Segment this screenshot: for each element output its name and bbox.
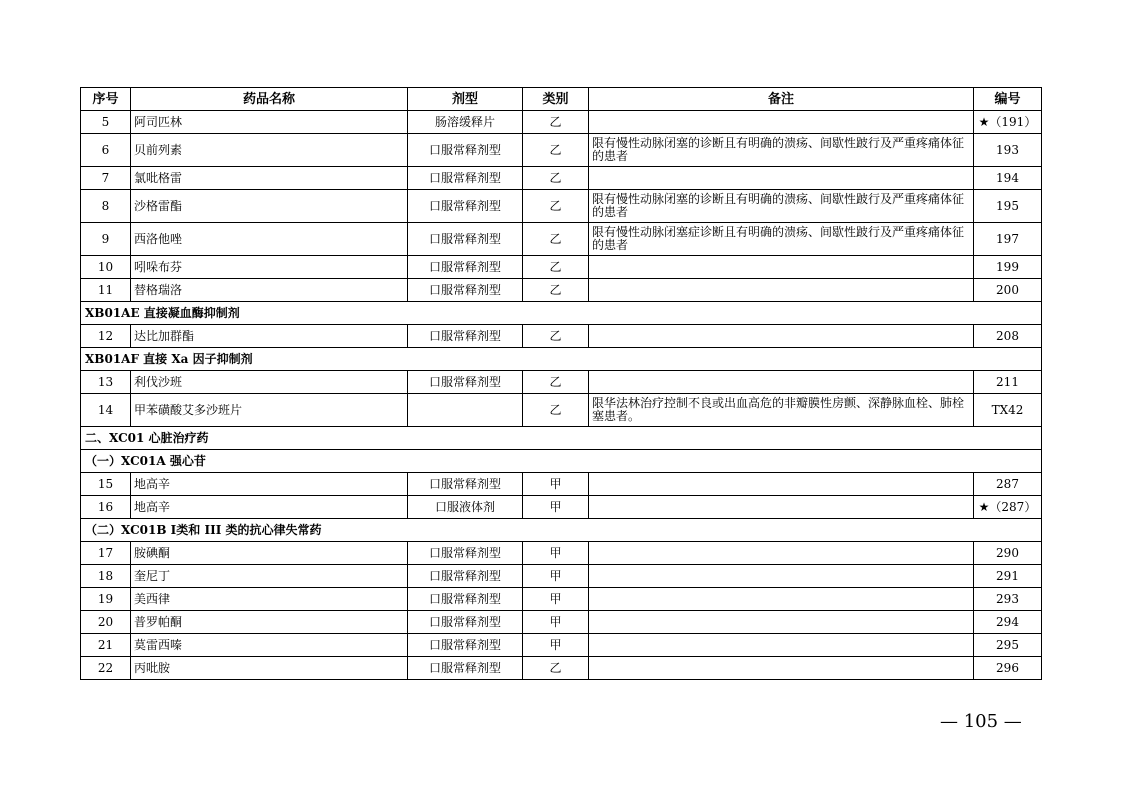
cell-code: 293 bbox=[974, 588, 1042, 611]
cell-category: 乙 bbox=[523, 325, 589, 348]
section-header-row bbox=[81, 519, 1042, 542]
cell-drug-name: 利伐沙班 bbox=[131, 371, 408, 394]
cell-category: 甲 bbox=[523, 542, 589, 565]
cell-remark bbox=[589, 279, 974, 302]
cell-remark: 限有慢性动脉闭塞的诊断且有明确的溃疡、间歇性跛行及严重疼痛体征的患者 bbox=[589, 134, 974, 167]
cell-remark bbox=[589, 611, 974, 634]
cell-dosage-form: 口服常释剂型 bbox=[408, 223, 523, 256]
cell-dosage-form: 口服常释剂型 bbox=[408, 256, 523, 279]
cell-no: 22 bbox=[81, 657, 131, 680]
cell-drug-name: 西洛他唑 bbox=[131, 223, 408, 256]
cell-no: 6 bbox=[81, 134, 131, 167]
section-header-row bbox=[81, 450, 1042, 473]
cell-code: ★（191） bbox=[974, 111, 1042, 134]
cell-drug-name: 胺碘酮 bbox=[131, 542, 408, 565]
cell-dosage-form: 口服常释剂型 bbox=[408, 542, 523, 565]
cell-no: 11 bbox=[81, 279, 131, 302]
cell-code: 295 bbox=[974, 634, 1042, 657]
cell-code: 296 bbox=[974, 657, 1042, 680]
section-title: （一）XC01A 强心苷 bbox=[81, 450, 1042, 473]
cell-dosage-form: 口服常释剂型 bbox=[408, 167, 523, 190]
cell-drug-name: 奎尼丁 bbox=[131, 565, 408, 588]
cell-dosage-form: 口服常释剂型 bbox=[408, 473, 523, 496]
cell-dosage-form: 口服液体剂 bbox=[408, 496, 523, 519]
cell-no: 10 bbox=[81, 256, 131, 279]
cell-code: 199 bbox=[974, 256, 1042, 279]
cell-code: TX42 bbox=[974, 394, 1042, 427]
cell-drug-name: 丙吡胺 bbox=[131, 657, 408, 680]
cell-code: 195 bbox=[974, 190, 1042, 223]
cell-no: 13 bbox=[81, 371, 131, 394]
section-title: XB01AE 直接凝血酶抑制剂 bbox=[81, 302, 1042, 325]
header-dosage-form: 剂型 bbox=[408, 88, 523, 111]
table-row bbox=[81, 325, 1042, 348]
cell-category: 乙 bbox=[523, 134, 589, 167]
cell-category: 甲 bbox=[523, 473, 589, 496]
table-header-row bbox=[81, 88, 1042, 111]
table-row bbox=[81, 256, 1042, 279]
section-header-row bbox=[81, 427, 1042, 450]
cell-category: 乙 bbox=[523, 256, 589, 279]
header-no: 序号 bbox=[81, 88, 131, 111]
cell-dosage-form: 口服常释剂型 bbox=[408, 588, 523, 611]
table-row bbox=[81, 394, 1042, 427]
cell-code: 193 bbox=[974, 134, 1042, 167]
cell-remark bbox=[589, 473, 974, 496]
cell-drug-name: 地高辛 bbox=[131, 473, 408, 496]
cell-drug-name: 达比加群酯 bbox=[131, 325, 408, 348]
table-row bbox=[81, 657, 1042, 680]
header-remark: 备注 bbox=[589, 88, 974, 111]
cell-no: 15 bbox=[81, 473, 131, 496]
cell-remark: 限有慢性动脉闭塞症诊断且有明确的溃疡、间歇性跛行及严重疼痛体征的患者 bbox=[589, 223, 974, 256]
cell-dosage-form: 口服常释剂型 bbox=[408, 190, 523, 223]
cell-drug-name: 沙格雷酯 bbox=[131, 190, 408, 223]
cell-code: ★（287） bbox=[974, 496, 1042, 519]
cell-remark bbox=[589, 588, 974, 611]
table-row bbox=[81, 190, 1042, 223]
table-row bbox=[81, 611, 1042, 634]
cell-category: 乙 bbox=[523, 394, 589, 427]
cell-code: 294 bbox=[974, 611, 1042, 634]
table-row bbox=[81, 111, 1042, 134]
header-category: 类别 bbox=[523, 88, 589, 111]
section-title: XB01AF 直接 Xa 因子抑制剂 bbox=[81, 348, 1042, 371]
table-row bbox=[81, 371, 1042, 394]
cell-remark bbox=[589, 167, 974, 190]
table-row bbox=[81, 496, 1042, 519]
cell-no: 16 bbox=[81, 496, 131, 519]
cell-no: 7 bbox=[81, 167, 131, 190]
cell-no: 12 bbox=[81, 325, 131, 348]
cell-no: 20 bbox=[81, 611, 131, 634]
cell-dosage-form: 口服常释剂型 bbox=[408, 371, 523, 394]
cell-no: 8 bbox=[81, 190, 131, 223]
table-row bbox=[81, 565, 1042, 588]
cell-drug-name: 氯吡格雷 bbox=[131, 167, 408, 190]
table-row bbox=[81, 279, 1042, 302]
table-row bbox=[81, 134, 1042, 167]
cell-drug-name: 美西律 bbox=[131, 588, 408, 611]
cell-category: 乙 bbox=[523, 111, 589, 134]
cell-code: 200 bbox=[974, 279, 1042, 302]
section-header-row bbox=[81, 302, 1042, 325]
cell-code: 197 bbox=[974, 223, 1042, 256]
cell-remark bbox=[589, 325, 974, 348]
cell-remark bbox=[589, 634, 974, 657]
cell-drug-name: 吲哚布芬 bbox=[131, 256, 408, 279]
section-title: 二、XC01 心脏治疗药 bbox=[81, 427, 1042, 450]
cell-remark bbox=[589, 256, 974, 279]
cell-no: 17 bbox=[81, 542, 131, 565]
cell-remark bbox=[589, 657, 974, 680]
section-header-row bbox=[81, 348, 1042, 371]
cell-drug-name: 普罗帕酮 bbox=[131, 611, 408, 634]
section-title: （二）XC01B Ⅰ类和 III 类的抗心律失常药 bbox=[81, 519, 1042, 542]
cell-drug-name: 替格瑞洛 bbox=[131, 279, 408, 302]
cell-no: 21 bbox=[81, 634, 131, 657]
cell-remark: 限华法林治疗控制不良或出血高危的非瓣膜性房颤、深静脉血栓、肺栓塞患者。 bbox=[589, 394, 974, 427]
cell-code: 208 bbox=[974, 325, 1042, 348]
table-row bbox=[81, 167, 1042, 190]
cell-dosage-form: 口服常释剂型 bbox=[408, 611, 523, 634]
cell-category: 甲 bbox=[523, 611, 589, 634]
cell-code: 211 bbox=[974, 371, 1042, 394]
cell-code: 194 bbox=[974, 167, 1042, 190]
cell-dosage-form: 口服常释剂型 bbox=[408, 634, 523, 657]
cell-remark bbox=[589, 565, 974, 588]
cell-code: 291 bbox=[974, 565, 1042, 588]
header-drug-name: 药品名称 bbox=[131, 88, 408, 111]
cell-no: 9 bbox=[81, 223, 131, 256]
table-body bbox=[81, 111, 1042, 680]
cell-dosage-form bbox=[408, 394, 523, 427]
cell-dosage-form: 口服常释剂型 bbox=[408, 134, 523, 167]
cell-category: 乙 bbox=[523, 279, 589, 302]
cell-drug-name: 甲苯磺酸艾多沙班片 bbox=[131, 394, 408, 427]
table-row bbox=[81, 588, 1042, 611]
table-row bbox=[81, 542, 1042, 565]
cell-category: 乙 bbox=[523, 371, 589, 394]
table-row bbox=[81, 223, 1042, 256]
header-code: 编号 bbox=[974, 88, 1042, 111]
cell-dosage-form: 口服常释剂型 bbox=[408, 325, 523, 348]
cell-no: 18 bbox=[81, 565, 131, 588]
cell-remark bbox=[589, 542, 974, 565]
table-row bbox=[81, 473, 1042, 496]
cell-drug-name: 地高辛 bbox=[131, 496, 408, 519]
cell-category: 乙 bbox=[523, 190, 589, 223]
cell-category: 乙 bbox=[523, 223, 589, 256]
cell-category: 甲 bbox=[523, 634, 589, 657]
cell-dosage-form: 口服常释剂型 bbox=[408, 279, 523, 302]
cell-code: 290 bbox=[974, 542, 1042, 565]
page-number: — 105 — bbox=[940, 711, 1022, 732]
cell-category: 乙 bbox=[523, 657, 589, 680]
cell-remark bbox=[589, 496, 974, 519]
cell-category: 乙 bbox=[523, 167, 589, 190]
cell-no: 19 bbox=[81, 588, 131, 611]
cell-category: 甲 bbox=[523, 496, 589, 519]
table-row bbox=[81, 634, 1042, 657]
cell-drug-name: 莫雷西嗪 bbox=[131, 634, 408, 657]
cell-remark: 限有慢性动脉闭塞的诊断且有明确的溃疡、间歇性跛行及严重疼痛体征的患者 bbox=[589, 190, 974, 223]
cell-category: 甲 bbox=[523, 588, 589, 611]
cell-drug-name: 贝前列素 bbox=[131, 134, 408, 167]
cell-no: 14 bbox=[81, 394, 131, 427]
cell-code: 287 bbox=[974, 473, 1042, 496]
cell-dosage-form: 口服常释剂型 bbox=[408, 565, 523, 588]
cell-drug-name: 阿司匹林 bbox=[131, 111, 408, 134]
cell-category: 甲 bbox=[523, 565, 589, 588]
drug-table bbox=[80, 87, 1042, 680]
cell-remark bbox=[589, 111, 974, 134]
cell-no: 5 bbox=[81, 111, 131, 134]
cell-remark bbox=[589, 371, 974, 394]
cell-dosage-form: 肠溶缓释片 bbox=[408, 111, 523, 134]
cell-dosage-form: 口服常释剂型 bbox=[408, 657, 523, 680]
